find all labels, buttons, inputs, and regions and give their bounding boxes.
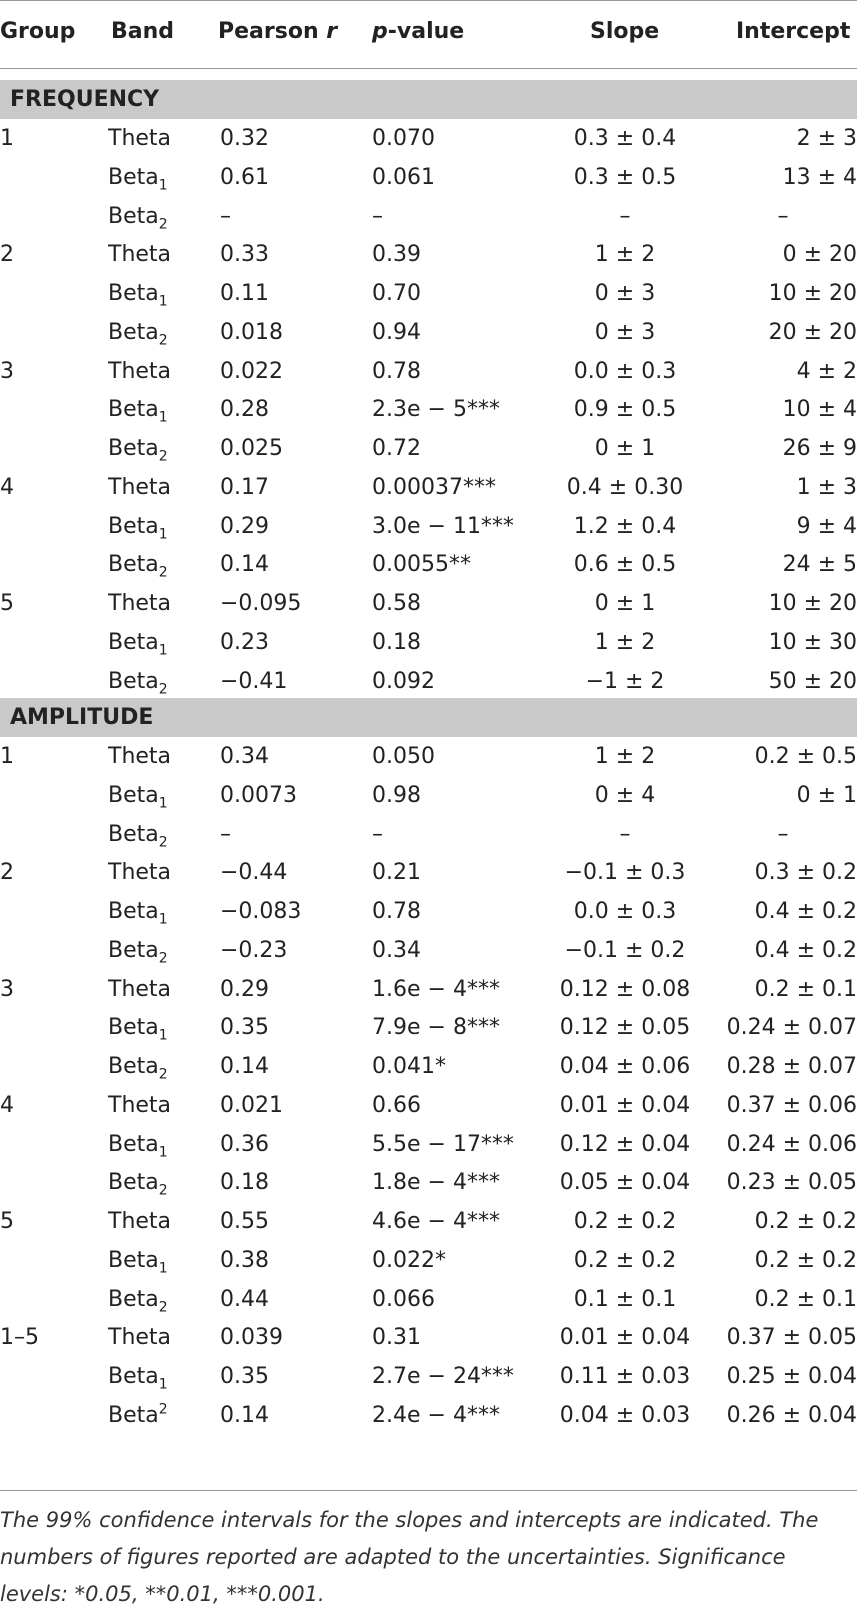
cell-slope: 0.11 ± 0.03: [559, 1364, 691, 1389]
cell-intercept: 0.37 ± 0.05: [726, 1325, 857, 1351]
cell-p-value: 0.061: [372, 164, 435, 190]
table-row: [0, 545, 857, 585]
cell-pearson-r: 0.025: [220, 436, 283, 461]
cell-p-value: 2.3e − 5***: [372, 397, 500, 423]
cell-slope: 1 ± 2: [594, 744, 656, 769]
cell-band: [108, 545, 168, 585]
table-row: [0, 390, 857, 430]
table-row: [0, 623, 857, 663]
footer-rule: [0, 1490, 857, 1491]
cell-pearson-r: 0.0073: [220, 782, 297, 808]
cell-intercept: 0.4 ± 0.2: [754, 899, 857, 924]
cell-slope: 0.6 ± 0.5: [573, 552, 677, 578]
band-name: Theta: [108, 860, 172, 886]
cell-intercept: 0.28 ± 0.07: [726, 1054, 857, 1079]
cell-intercept: 0.24 ± 0.07: [726, 1015, 857, 1041]
table-row: [0, 1396, 857, 1436]
cell-p-value: 7.9e − 8***: [372, 1015, 500, 1041]
table-row: [0, 313, 857, 353]
cell-group: 1–5: [0, 1325, 39, 1351]
band-subscript: 1: [158, 642, 168, 659]
cell-intercept: 4 ± 2: [796, 358, 857, 384]
cell-band: [108, 1280, 168, 1320]
cell-p-value: 0.58: [372, 591, 421, 616]
cell-intercept: 10 ± 20: [768, 281, 857, 306]
cell-pearson-r: 0.35: [220, 1015, 269, 1041]
cell-p-value: 5.5e − 17***: [372, 1131, 514, 1157]
cell-pearson-r: −0.23: [220, 937, 288, 963]
band-name: Beta: [108, 513, 159, 539]
section-label: FREQUENCY: [10, 87, 160, 112]
cell-intercept: 0.2 ± 0.1: [754, 1286, 857, 1312]
cell-band: [108, 1125, 168, 1165]
header-rule: [0, 68, 857, 69]
cell-pearson-r: 0.36: [220, 1131, 269, 1157]
cell-p-value: 0.0055**: [372, 552, 471, 578]
cell-slope: −0.1 ± 0.3: [564, 860, 686, 886]
table-row: [0, 662, 857, 702]
table-row: [0, 507, 857, 547]
cell-slope: 0.0 ± 0.3: [573, 358, 677, 384]
cell-group: 1: [0, 744, 14, 769]
band-subscript: 2: [158, 833, 168, 850]
cell-band: [108, 776, 168, 816]
cell-slope: 0.12 ± 0.08: [559, 976, 691, 1002]
header-pvalue-rest: -value: [387, 19, 465, 44]
cell-p-value: 2.4e − 4***: [372, 1402, 500, 1428]
band-subscript: 1: [158, 795, 168, 812]
cell-pearson-r: 0.28: [220, 397, 269, 423]
band-name: Beta: [108, 436, 159, 461]
cell-intercept: 24 ± 5: [782, 552, 857, 578]
band-name: Beta: [108, 937, 159, 963]
cell-p-value: 0.34: [372, 937, 421, 963]
cell-slope: 0 ± 1: [594, 591, 656, 616]
band-name: Beta: [108, 552, 159, 578]
cell-slope: 0.12 ± 0.04: [559, 1131, 691, 1157]
cell-intercept: 1 ± 3: [796, 474, 857, 500]
band-name: Beta: [108, 1402, 159, 1428]
cell-band: [108, 662, 168, 702]
cell-p-value: 0.98: [372, 782, 421, 808]
cell-group: 3: [0, 358, 14, 384]
table-row: [0, 1202, 857, 1242]
header-intercept: Intercept: [736, 19, 851, 44]
cell-p-value: 4.6e − 4***: [372, 1209, 500, 1234]
cell-p-value: 1.8e − 4***: [372, 1170, 500, 1196]
cell-slope: 0.05 ± 0.04: [559, 1170, 691, 1196]
table-row: [0, 931, 857, 971]
cell-intercept: –: [777, 203, 789, 229]
cell-pearson-r: 0.38: [220, 1247, 269, 1273]
band-subscript: 1: [158, 1027, 168, 1044]
table-row: [0, 158, 857, 198]
band-name: Theta: [108, 744, 172, 769]
band-subscript: 1: [158, 1143, 168, 1160]
cell-slope: 0 ± 3: [594, 281, 656, 306]
cell-slope: 0.2 ± 0.2: [573, 1247, 677, 1273]
cell-slope: 0.9 ± 0.5: [573, 397, 677, 423]
table-row: [0, 584, 857, 624]
band-name: Theta: [108, 358, 172, 384]
band-name: Beta: [108, 629, 159, 655]
cell-p-value: 0.78: [372, 899, 421, 924]
band-subscript: 2: [158, 332, 168, 349]
cell-intercept: 10 ± 4: [782, 397, 857, 423]
cell-intercept: 0.23 ± 0.05: [726, 1170, 857, 1196]
header-pearson: [218, 16, 337, 48]
cell-pearson-r: 0.23: [220, 629, 269, 655]
cell-band: [108, 429, 168, 469]
cell-band: [108, 815, 168, 855]
cell-band: [108, 390, 168, 430]
band-subscript: 2: [158, 1066, 168, 1083]
table-row: [0, 468, 857, 508]
band-name: Beta: [108, 1131, 159, 1157]
cell-group: 5: [0, 1209, 14, 1234]
cell-intercept: –: [777, 821, 789, 847]
table-row: [0, 1086, 857, 1126]
band-name: Beta: [108, 319, 159, 345]
cell-p-value: 0.31: [372, 1325, 421, 1351]
cell-pearson-r: −0.44: [220, 860, 288, 886]
cell-band: [108, 1163, 168, 1203]
cell-p-value: 0.94: [372, 319, 421, 345]
cell-intercept: 0.2 ± 0.1: [754, 976, 857, 1002]
cell-band: [108, 970, 171, 1010]
cell-slope: 1 ± 2: [594, 242, 656, 268]
table-row: [0, 970, 857, 1010]
cell-p-value: 3.0e − 11***: [372, 513, 514, 539]
cell-p-value: 0.70: [372, 281, 421, 306]
band-superscript: 2: [158, 1401, 168, 1418]
band-name: Beta: [108, 782, 159, 808]
cell-band: [108, 584, 171, 624]
cell-p-value: 0.72: [372, 436, 421, 461]
cell-p-value: 1.6e − 4***: [372, 976, 500, 1002]
cell-pearson-r: 0.55: [220, 1209, 269, 1234]
table-row: [0, 352, 857, 392]
cell-intercept: 50 ± 20: [768, 668, 857, 694]
band-subscript: 1: [158, 525, 168, 542]
cell-slope: 0.04 ± 0.03: [559, 1402, 691, 1428]
band-subscript: 2: [158, 215, 168, 232]
band-name: Beta: [108, 164, 159, 190]
cell-intercept: 0.2 ± 0.2: [754, 1247, 857, 1273]
band-subscript: 1: [158, 1376, 168, 1393]
cell-intercept: 0.37 ± 0.06: [726, 1092, 857, 1118]
cell-pearson-r: 0.039: [220, 1325, 283, 1351]
band-name: Theta: [108, 1209, 172, 1234]
band-subscript: 1: [158, 409, 168, 426]
cell-slope: 0.2 ± 0.2: [573, 1209, 677, 1234]
band-name: Theta: [108, 976, 172, 1002]
cell-p-value: 0.070: [372, 126, 435, 151]
cell-band: [108, 1008, 168, 1048]
cell-intercept: 9 ± 4: [796, 513, 857, 539]
band-name: Beta: [108, 281, 159, 306]
cell-group: 4: [0, 1092, 14, 1118]
band-subscript: 1: [158, 293, 168, 310]
table-row: [0, 235, 857, 275]
band-name: Beta: [108, 821, 159, 847]
table-row: [0, 1163, 857, 1203]
cell-pearson-r: 0.14: [220, 1054, 269, 1079]
band-subscript: 2: [158, 680, 168, 697]
cell-band: [108, 1086, 171, 1126]
cell-slope: 1.2 ± 0.4: [573, 513, 677, 539]
cell-group: 2: [0, 860, 14, 886]
band-subscript: 1: [158, 177, 168, 194]
cell-pearson-r: 0.18: [220, 1170, 269, 1196]
table-header: [0, 0, 857, 68]
cell-pearson-r: 0.35: [220, 1364, 269, 1389]
band-subscript: 2: [158, 564, 168, 581]
band-name: Beta: [108, 668, 159, 694]
header-group: Group: [0, 19, 76, 44]
cell-intercept: 0.2 ± 0.5: [754, 744, 857, 769]
cell-slope: 0.3 ± 0.4: [573, 126, 677, 151]
table-row: [0, 197, 857, 237]
cell-p-value: 0.050: [372, 744, 435, 769]
table-footnote: The 99% confidence intervals for the slopes and intercepts are indicated. The numbers of figures reported are adapted to the uncertainties. Significance levels: *0.05, **0.01, ***0.001.: [0, 1508, 819, 1606]
cell-p-value: 0.00037***: [372, 474, 496, 500]
cell-slope: 0.1 ± 0.1: [573, 1286, 677, 1312]
band-name: Beta: [108, 1247, 159, 1273]
cell-p-value: –: [372, 203, 383, 229]
header-slope: Slope: [590, 19, 660, 44]
cell-intercept: 0.3 ± 0.2: [754, 860, 857, 886]
cell-p-value: 0.39: [372, 242, 421, 268]
cell-band: [108, 235, 171, 275]
cell-band: [108, 352, 171, 392]
cell-band: [108, 119, 171, 159]
cell-p-value: 0.66: [372, 1092, 421, 1118]
cell-band: [108, 623, 168, 663]
cell-band: [108, 737, 171, 777]
table-row: [0, 119, 857, 159]
cell-slope: 0.3 ± 0.5: [573, 164, 677, 190]
cell-band: [108, 274, 168, 314]
cell-intercept: 13 ± 4: [782, 164, 857, 190]
band-subscript: 2: [158, 448, 168, 465]
cell-pearson-r: 0.44: [220, 1286, 269, 1312]
cell-band: [108, 1241, 168, 1281]
cell-pearson-r: 0.34: [220, 744, 269, 769]
cell-intercept: 0.2 ± 0.2: [754, 1209, 857, 1234]
cell-group: 1: [0, 126, 14, 151]
cell-pearson-r: 0.022: [220, 358, 283, 384]
cell-slope: 1 ± 2: [594, 629, 656, 655]
table-row: [0, 1357, 857, 1397]
cell-p-value: 0.066: [372, 1286, 435, 1312]
cell-band: [108, 1357, 168, 1397]
cell-band: [108, 931, 168, 971]
table-row: [0, 815, 857, 855]
cell-band: [108, 468, 171, 508]
cell-pearson-r: −0.083: [220, 899, 302, 924]
cell-pearson-r: 0.14: [220, 552, 269, 578]
band-subscript: 1: [158, 911, 168, 928]
cell-pearson-r: 0.33: [220, 242, 269, 268]
cell-slope: 0 ± 3: [594, 319, 656, 345]
band-name: Beta: [108, 1054, 159, 1079]
section-amplitude: [0, 698, 857, 737]
cell-p-value: 0.041*: [372, 1054, 446, 1079]
header-pvalue-p: p: [372, 19, 388, 44]
cell-p-value: –: [372, 821, 383, 847]
cell-pearson-r: 0.018: [220, 319, 283, 345]
cell-band: [108, 853, 171, 893]
cell-p-value: 0.022*: [372, 1247, 446, 1273]
cell-band: [108, 892, 168, 932]
band-name: Theta: [108, 591, 172, 616]
cell-slope: −0.1 ± 0.2: [564, 937, 686, 963]
table-row: [0, 1280, 857, 1320]
cell-intercept: 26 ± 9: [782, 436, 857, 461]
cell-band: [108, 1318, 171, 1358]
band-name: Theta: [108, 1325, 172, 1351]
cell-group: 3: [0, 976, 14, 1002]
cell-band: [108, 197, 168, 237]
band-name: Beta: [108, 1015, 159, 1041]
cell-intercept: 0.25 ± 0.04: [726, 1364, 857, 1389]
header-pvalue: [372, 16, 464, 48]
band-name: Theta: [108, 474, 172, 500]
cell-slope: 0 ± 1: [594, 436, 656, 461]
cell-group: 4: [0, 474, 14, 500]
cell-pearson-r: –: [220, 821, 231, 847]
cell-intercept: 0 ± 1: [796, 782, 857, 808]
cell-pearson-r: −0.41: [220, 668, 288, 694]
table-row: [0, 429, 857, 469]
cell-intercept: 0.4 ± 0.2: [754, 937, 857, 963]
table-row: [0, 853, 857, 893]
table-row: [0, 1047, 857, 1087]
cell-band: [108, 1396, 168, 1436]
cell-p-value: 2.7e − 24***: [372, 1364, 514, 1389]
band-name: Beta: [108, 397, 159, 423]
band-name: Beta: [108, 1170, 159, 1196]
band-name: Beta: [108, 1286, 159, 1312]
cell-p-value: 0.18: [372, 629, 421, 655]
cell-slope: 0.01 ± 0.04: [559, 1092, 691, 1118]
cell-slope: 0.01 ± 0.04: [559, 1325, 691, 1351]
band-subscript: 1: [158, 1260, 168, 1277]
band-name: Beta: [108, 203, 159, 229]
cell-pearson-r: 0.17: [220, 474, 269, 500]
cell-group: 2: [0, 242, 14, 268]
table-row: [0, 1241, 857, 1281]
cell-band: [108, 1047, 168, 1087]
cell-slope: 0.04 ± 0.06: [559, 1054, 691, 1079]
cell-p-value: 0.78: [372, 358, 421, 384]
cell-band: [108, 158, 168, 198]
cell-slope: 0.12 ± 0.05: [559, 1015, 691, 1041]
table-row: [0, 892, 857, 932]
cell-pearson-r: 0.14: [220, 1402, 269, 1428]
cell-pearson-r: 0.61: [220, 164, 269, 190]
table-row: [0, 274, 857, 314]
cell-p-value: 0.092: [372, 668, 435, 694]
table-row: [0, 1008, 857, 1048]
cell-pearson-r: –: [220, 203, 231, 229]
cell-slope: –: [619, 203, 631, 229]
cell-band: [108, 1202, 171, 1242]
cell-slope: 0 ± 4: [594, 782, 656, 808]
header-band: Band: [111, 19, 175, 44]
header-pearson-r: r: [326, 19, 338, 44]
table-row: [0, 737, 857, 777]
cell-band: [108, 313, 168, 353]
band-name: Theta: [108, 1092, 172, 1118]
cell-slope: –: [619, 821, 631, 847]
band-name: Beta: [108, 1364, 159, 1389]
cell-pearson-r: 0.11: [220, 281, 269, 306]
cell-intercept: 10 ± 30: [768, 629, 857, 655]
cell-intercept: 0 ± 20: [782, 242, 857, 268]
header-pearson-label: Pearson: [218, 19, 327, 44]
cell-slope: 0.0 ± 0.3: [573, 899, 677, 924]
cell-pearson-r: −0.095: [220, 591, 302, 616]
cell-intercept: 20 ± 20: [768, 319, 857, 345]
cell-pearson-r: 0.021: [220, 1092, 283, 1118]
section-label: AMPLITUDE: [10, 705, 154, 730]
band-subscript: 2: [158, 950, 168, 967]
table-row: [0, 1318, 857, 1358]
cell-intercept: 2 ± 3: [796, 126, 857, 151]
cell-pearson-r: 0.32: [220, 126, 269, 151]
band-name: Theta: [108, 242, 172, 268]
table-row: [0, 1125, 857, 1165]
cell-intercept: 0.24 ± 0.06: [726, 1131, 857, 1157]
section-frequency: [0, 80, 857, 119]
cell-band: [108, 507, 168, 547]
band-name: Beta: [108, 899, 159, 924]
band-name: Theta: [108, 126, 172, 151]
cell-intercept: 10 ± 20: [768, 591, 857, 616]
cell-slope: −1 ± 2: [585, 668, 665, 694]
cell-pearson-r: 0.29: [220, 976, 269, 1002]
cell-intercept: 0.26 ± 0.04: [726, 1402, 857, 1428]
cell-p-value: 0.21: [372, 860, 421, 886]
cell-slope: 0.4 ± 0.30: [566, 474, 684, 500]
table-row: [0, 776, 857, 816]
cell-group: 5: [0, 591, 14, 616]
band-subscript: 2: [158, 1182, 168, 1199]
cell-pearson-r: 0.29: [220, 513, 269, 539]
band-subscript: 2: [158, 1298, 168, 1315]
